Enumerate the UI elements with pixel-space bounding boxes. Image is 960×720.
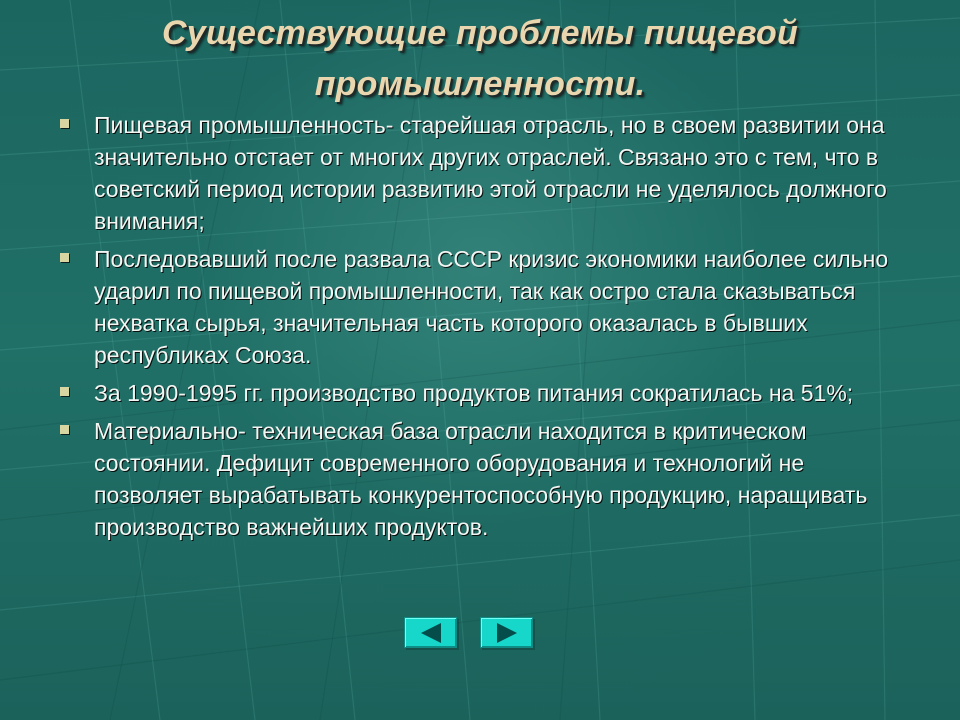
square-bullet-icon <box>60 387 69 396</box>
square-bullet-icon <box>60 425 69 434</box>
page-title <box>60 8 900 110</box>
bullet-item-4 <box>54 415 914 543</box>
right-arrow-icon <box>497 623 517 643</box>
bullet-text-3: За 1990-1995 гг. производство продуктов питания сократилась на 51%; <box>94 380 854 406</box>
left-arrow-icon <box>421 623 441 643</box>
square-bullet-icon <box>60 119 69 128</box>
next-slide-button[interactable] <box>480 617 533 648</box>
bullet-item-1 <box>54 109 914 237</box>
bullet-item-3 <box>54 377 914 409</box>
bullet-item-2 <box>54 243 914 371</box>
title-line-2: промышленности. <box>314 65 646 103</box>
bullet-text-1: Пищевая промышленность- старейшая отрасль, но в своем развитии она значительно отстает от многих других отраслей. Связано это с тем, что в советский период истории развитию этой отрасли не уделялось должного внимания; <box>94 112 887 234</box>
bullet-text-2: Последовавший после развала СССР кризис экономики наиболее сильно ударил по пищевой промышленности, так как остро стала сказываться нехватка сырья, значительная часть которого оказалась в бывших республиках Союза. <box>94 246 889 368</box>
previous-slide-button[interactable] <box>404 617 457 648</box>
title-line-1: Существующие проблемы пищевой <box>162 14 798 52</box>
bullet-text-4: Материально- техническая база отрасли находится в критическом состоянии. Дефицит современного оборудования и технологий не позволяет вырабатывать конкурентоспособную продукцию, наращивать производство важнейших продуктов. <box>94 418 868 540</box>
bullet-list <box>54 109 914 549</box>
square-bullet-icon <box>60 253 69 262</box>
